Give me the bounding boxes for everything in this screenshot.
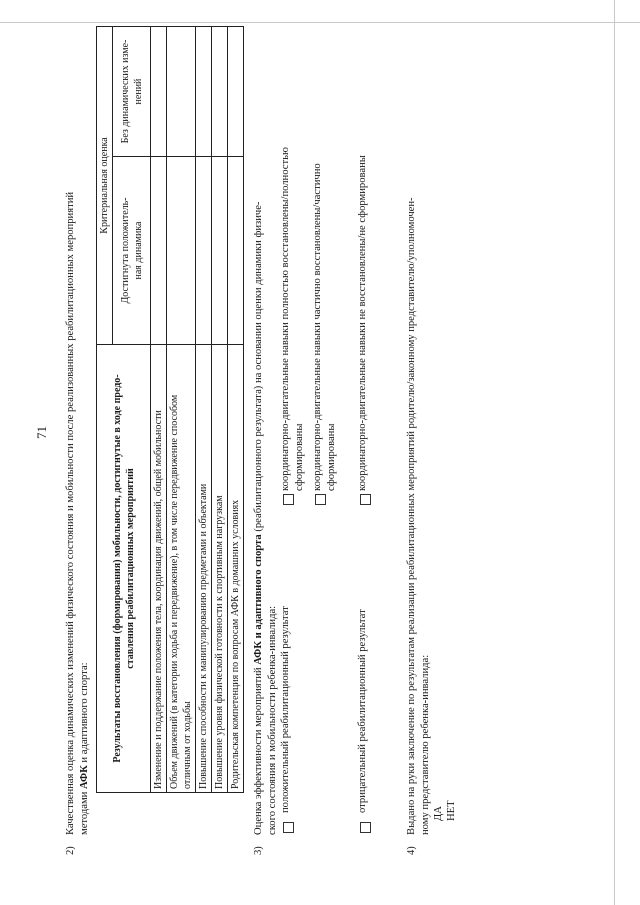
positive-dynamics-cell[interactable] [167,157,196,345]
no-dynamics-header [113,27,151,157]
no-dynamics-cell[interactable] [196,27,212,157]
positive-dynamics-cell[interactable] [151,157,167,345]
no-dynamics-cell[interactable] [167,27,196,157]
row-label-text: Родительская компетенция по вопросам АФК в домашних условиях [230,499,241,789]
negative-result-checkbox[interactable] [360,822,371,833]
positive-dynamics-line-1: Достигнута положитель- [119,197,131,304]
table-row [212,27,228,793]
fully-restored-label-cont: сформированы [294,423,305,491]
section-4-number: 4) [406,846,417,855]
section-2-line-2 [78,662,92,835]
no-dynamics-line-1: Без динамических изме- [119,39,131,144]
row-label-text: Повышение уровня физической готовности к спортивным нагрузкам [214,495,225,789]
assessment-table [96,26,244,793]
section-3-line-1 [252,202,266,835]
table-header-row [97,27,113,793]
section-3-line-1-text: Оценка эффективности мероприятий [253,664,264,835]
table-row [228,27,244,793]
section-4-line-1: Выдано на руки заключение по результатам реализации реабилитационных мероприятий родителю/законному представителю/уполномочен- [406,197,417,835]
section-2-line-1: Качественная оценка динамических изменений физического состояния и мобильности после реализованных реабилитационных мероприятий [65,191,76,835]
positive-dynamics-header [113,157,151,345]
partially-restored-label-cont: сформированы [326,423,337,491]
table-row [151,27,167,793]
criteria-header: Критериальная оценка [97,27,113,345]
results-header-line-2: ставления реабилитационных мероприятий [124,468,136,669]
row-label [212,345,228,793]
partially-restored-checkbox[interactable] [315,494,326,505]
partially-restored-label: координаторно-двигательные навыки частично восстановлены/частично [312,163,323,491]
page-number: 71 [34,426,49,439]
negative-result-label: отрицательный реабилитационный результат [357,609,368,813]
section-2-line-2-text: методами [79,788,90,835]
results-header-line-1: Результаты восстановления (формирования) мобильности, достигнутые в ходе предо- [111,374,123,763]
positive-result-checkbox[interactable] [283,822,294,833]
row-label-text: Повышение способности к манипулированию предметами и объектами [198,483,209,789]
row-label [196,345,212,793]
section-2-number: 2) [65,846,76,855]
table-row [196,27,212,793]
section-3-line-1-bold: АФК и адаптивного спорта [253,534,264,665]
section-2-line-2-bold: АФК [79,765,90,789]
not-restored-checkbox[interactable] [360,494,371,505]
section-4-line-2: ному представителю ребенка-инвалида: [420,654,431,835]
no-dynamics-cell[interactable] [228,27,244,157]
row-label [151,345,167,793]
answer-yes[interactable]: ДА [433,806,444,821]
row-label [228,345,244,793]
section-3-line-2: ского состояния и мобильности ребенка-инвалида: [267,605,278,835]
row-label [167,345,196,793]
no-dynamics-line-2: нений [132,78,144,105]
no-dynamics-cell[interactable] [212,27,228,157]
positive-dynamics-cell[interactable] [196,157,212,345]
table-row [167,27,196,793]
positive-dynamics-cell[interactable] [212,157,228,345]
not-restored-label: координаторно-двигательные навыки не восстановлены/не сформированы [357,155,368,491]
fully-restored-label: координаторно-двигательные навыки полностью восстановлены/полностью [280,147,291,491]
results-header [97,345,151,793]
section-2-line-2-tail: и адаптивного спорта: [79,662,90,766]
answer-no[interactable]: НЕТ [446,800,457,821]
scan-edge-line-top [0,22,640,23]
fully-restored-checkbox[interactable] [283,494,294,505]
row-label-text: Объем движений (в категории ходьба и передвижение), в том числе передвижение способом [169,394,180,789]
scan-edge-line-right [614,0,615,905]
no-dynamics-cell[interactable] [151,27,167,157]
positive-dynamics-cell[interactable] [228,157,244,345]
row-label-text-cont: отличным от ходьбы [182,701,193,789]
row-label-text: Изменение и поддержание положения тела, координация движений, общей мобильности [153,410,164,789]
positive-dynamics-line-2: ная динамика [132,221,144,280]
positive-result-label: положительный реабилитационный результат [280,606,291,813]
section-3-line-1-tail: (реабилитационного результата) на основании оценки динамики физиче- [253,201,264,535]
section-3-number: 3) [253,846,264,855]
